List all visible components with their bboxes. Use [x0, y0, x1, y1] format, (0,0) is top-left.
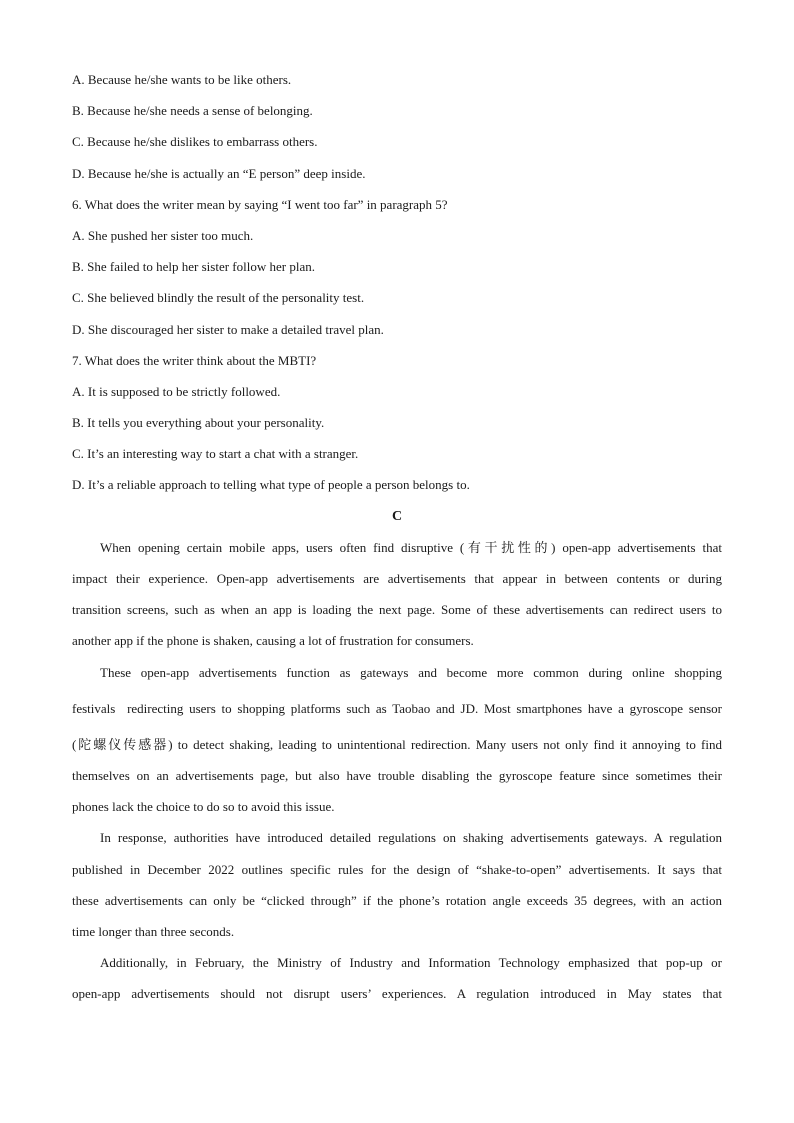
- paragraph-2-line-4: themselves on an advertisements page, but also have trouble disabling the gyroscope feature since sometimes their: [72, 768, 722, 784]
- paragraph-2-line-3: (陀螺仪传感器) to detect shaking, leading to unintentional redirection. Many users not only find it annoying to find: [72, 736, 722, 752]
- paragraph-2-line-2: festivals redirecting users to shopping platforms such as Taobao and JD. Most smartphones have a gyroscope sensor: [72, 700, 722, 716]
- paragraph-1-line-2: impact their experience. Open-app advertisements are advertisements that appear in between contents or during: [72, 571, 722, 587]
- option-5c: C. Because he/she dislikes to embarrass others.: [72, 134, 318, 150]
- paragraph-1-line-3: transition screens, such as when an app is loading the next page. Some of these advertisements can redirect users to: [72, 602, 722, 618]
- option-6a: A. She pushed her sister too much.: [72, 227, 254, 243]
- paragraph-3: [72, 822, 722, 947]
- paragraph-3-line-4: time longer than three seconds.: [72, 924, 235, 940]
- option-7d: D. It’s a reliable approach to telling what type of people a person belongs to.: [72, 477, 470, 493]
- option-5a: A. Because he/she wants to be like others.: [72, 72, 292, 87]
- question-options-block: [72, 64, 722, 501]
- option-7a: A. It is supposed to be strictly followed.: [72, 383, 281, 399]
- paragraph-1: [72, 532, 722, 657]
- paragraph-4-line-2: open-app advertisements should not disrupt users’ experiences. A regulation introduced in May states that: [72, 986, 722, 1002]
- option-5d: D. Because he/she is actually an “E person” deep inside.: [72, 165, 366, 181]
- option-7b: B. It tells you everything about your personality.: [72, 415, 325, 431]
- option-6b: B. She failed to help her sister follow her plan.: [72, 259, 315, 275]
- paragraph-2-line-5: phones lack the choice to do so to avoid this issue.: [72, 799, 335, 815]
- paragraph-4-line-1: Additionally, in February, the Ministry of Industry and Information Technology emphasized that pop-up or: [100, 955, 722, 971]
- paragraph-2: [72, 657, 722, 823]
- paragraph-3-line-2: published in December 2022 outlines specific rules for the design of “shake-to-open” advertisements. It says that: [72, 861, 722, 877]
- option-7c: C. It’s an interesting way to start a chat with a stranger.: [72, 446, 359, 462]
- option-5b: B. Because he/she needs a sense of belonging.: [72, 103, 313, 119]
- section-title: C: [391, 508, 403, 524]
- paragraph-1-line-4: another app if the phone is shaken, causing a lot of frustration for consumers.: [72, 633, 474, 649]
- document-page: [72, 64, 722, 1010]
- question-7: 7. What does the writer think about the MBTI?: [72, 352, 317, 368]
- question-6: 6. What does the writer mean by saying “I went too far” in paragraph 5?: [72, 196, 448, 212]
- paragraph-1-line-1: When opening certain mobile apps, users often find disruptive (有干扰性的) open-app advertisements that: [100, 539, 722, 555]
- paragraph-4: [72, 947, 722, 1009]
- paragraph-3-line-3: these advertisements can only be “clicked through” if the phone’s rotation angle exceeds 35 degrees, with an action: [72, 892, 722, 908]
- option-6d: D. She discouraged her sister to make a detailed travel plan.: [72, 321, 384, 337]
- paragraph-3-line-1: In response, authorities have introduced detailed regulations on shaking advertisements gateways. A regulation: [100, 830, 722, 846]
- option-6c: C. She believed blindly the result of the personality test.: [72, 290, 365, 306]
- paragraph-2-line-1: These open-app advertisements function as gateways and become more common during online shopping: [100, 664, 722, 680]
